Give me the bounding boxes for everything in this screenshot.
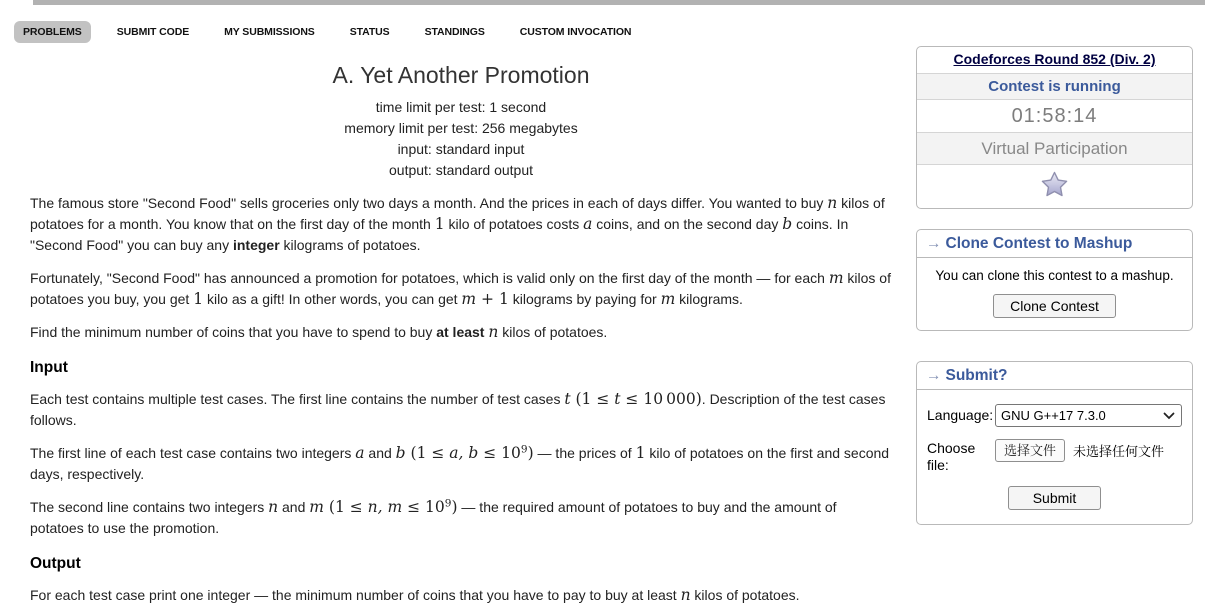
contest-timer: 01:58:14 — [917, 99, 1192, 132]
clone-contest-text: You can clone this contest to a mashup. — [935, 268, 1174, 283]
contest-status: Contest is running — [917, 73, 1192, 99]
clone-contest-body — [917, 258, 1192, 330]
contest-info-box — [916, 46, 1193, 209]
choose-file-button[interactable]: 选择文件 — [995, 439, 1065, 462]
problem-paragraph-1: The famous store "Second Food" sells groceries only two days a month. And the prices in each of days differ. You wanted to buy n kilos of potatoes for a month. You know that on the first day of the month 1 kilo of potatoes costs a coins, and on the second day b coins. In "Second Food" you can buy any integer kilograms of potatoes. — [30, 194, 885, 253]
clone-contest-box — [916, 229, 1193, 331]
output-section-header: Output — [30, 555, 81, 572]
output-paragraph-1: For each test case print one integer — the minimum number of coins that you have to pay to buy at least n kilos of potatoes. — [30, 586, 800, 604]
input-paragraph-3: The second line contains two integers n and m (1 ≤ n, $m \le 10^9$) — the required amount of potatoes to buy and the amount of potatoes to use the promotion. — [30, 497, 837, 536]
arrow-right-icon: → — [926, 235, 942, 252]
choose-file-row — [927, 437, 1182, 474]
time-limit: time limit per test: 1 second — [375, 99, 547, 115]
star-icon[interactable] — [1041, 171, 1068, 197]
contest-nav-tabs — [14, 21, 640, 43]
chevron-down-icon — [1163, 412, 1175, 420]
problem-paragraph-3: Find the minimum number of coins that you have to spend to buy at least n kilos of potatoes. — [30, 323, 608, 341]
clone-contest-button[interactable]: Clone Contest — [993, 294, 1116, 318]
submit-box — [916, 361, 1193, 525]
tab-problems[interactable]: PROBLEMS — [14, 21, 91, 43]
submit-form — [917, 390, 1192, 524]
tab-my-submissions[interactable]: MY SUBMISSIONS — [224, 26, 315, 38]
tab-status[interactable]: STATUS — [349, 26, 390, 38]
output-spec: output: standard output — [389, 162, 533, 178]
problem-statement — [30, 56, 892, 606]
input-section-header: Input — [30, 359, 68, 376]
submit-button[interactable]: Submit — [1008, 486, 1102, 510]
sidebar — [916, 46, 1193, 525]
clone-caption-label: Clone Contest to Mashup — [945, 235, 1133, 252]
memory-limit: memory limit per test: 256 megabytes — [344, 120, 578, 136]
problem-limits — [30, 97, 892, 181]
contest-title-link[interactable]: Codeforces Round 852 (Div. 2) — [953, 51, 1156, 67]
tab-submit-code[interactable]: SUBMIT CODE — [116, 26, 190, 38]
choose-file-label: Choose file: — [927, 440, 976, 473]
favorite-row — [917, 164, 1192, 208]
tab-standings[interactable]: STANDINGS — [424, 26, 485, 38]
language-selected-value: GNU G++17 7.3.0 — [1001, 408, 1106, 423]
contest-title-row — [917, 47, 1192, 73]
file-input — [995, 437, 1182, 462]
problem-title: A. Yet Another Promotion — [332, 62, 590, 88]
submit-row — [927, 486, 1182, 510]
participation-mode: Virtual Participation — [917, 132, 1192, 164]
top-divider-bar — [33, 0, 1205, 5]
tab-custom-invocation[interactable]: CUSTOM INVOCATION — [519, 26, 632, 38]
submit-caption-label: Submit? — [945, 367, 1008, 384]
file-status-text: 未选择任何文件 — [1073, 444, 1165, 459]
language-label: Language: — [927, 407, 994, 423]
language-select[interactable] — [995, 404, 1182, 427]
clone-contest-caption[interactable] — [917, 230, 1192, 258]
input-paragraph-2: The first line of each test case contains two integers a and b (1 ≤ a, $b \le 10^9$) — the prices of 1 kilo of potatoes on the first and second days, respectively. — [30, 443, 890, 482]
language-row — [927, 404, 1182, 427]
input-spec: input: standard input — [397, 141, 525, 157]
arrow-right-icon: → — [926, 367, 942, 384]
problem-paragraph-2: Fortunately, "Second Food" has announced a promotion for potatoes, which is valid only on the first day of the month — for each m kilos of potatoes you buy, you get 1 kilo as a gift! In other words, you can get m + 1 kilograms by paying for m kilograms. — [30, 269, 891, 308]
submit-caption[interactable] — [917, 362, 1192, 390]
input-paragraph-1: Each test contains multiple test cases. The first line contains the number of test cases t (1 ≤ t ≤ 10 000). Description of the test cases follows. — [30, 390, 886, 428]
